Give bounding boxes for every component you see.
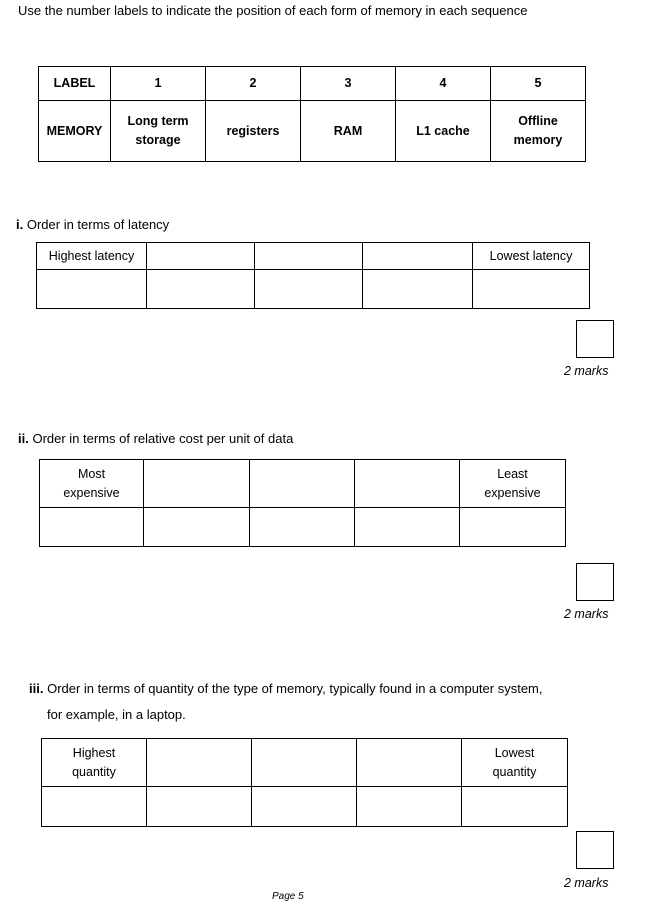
- quantity-answer-1[interactable]: [42, 787, 147, 827]
- cost-answer-2[interactable]: [144, 508, 250, 547]
- cost-last-label: Least expensive: [460, 460, 566, 508]
- latency-answer-2[interactable]: [147, 270, 255, 309]
- cost-header-cell-2: [144, 460, 250, 508]
- page-number: Page 5: [272, 891, 304, 902]
- quantity-first-label: Highest quantity: [42, 739, 147, 787]
- quantity-header-cell-4: [357, 739, 462, 787]
- quantity-last-label: Lowest quantity: [462, 739, 568, 787]
- quantity-answer-5[interactable]: [462, 787, 568, 827]
- question-1-text: Order in terms of latency: [26, 217, 170, 232]
- quantity-header-cell-2: [147, 739, 252, 787]
- question-3-title: [29, 681, 543, 696]
- quantity-answer-3[interactable]: [252, 787, 357, 827]
- question-2-number: ii.: [18, 431, 29, 446]
- latency-answer-3[interactable]: [255, 270, 363, 309]
- cost-order-table: [39, 459, 566, 547]
- quantity-answer-4[interactable]: [357, 787, 462, 827]
- latency-header-cell-4: [363, 243, 473, 270]
- label-header: LABEL: [39, 67, 111, 101]
- label-number-1: 1: [111, 67, 206, 101]
- memory-3: RAM: [301, 101, 396, 162]
- quantity-header-cell-3: [252, 739, 357, 787]
- cost-answer-5[interactable]: [460, 508, 566, 547]
- label-number-4: 4: [396, 67, 491, 101]
- latency-last-label: Lowest latency: [473, 243, 590, 270]
- memory-1: Long term storage: [111, 101, 206, 162]
- latency-header-cell-3: [255, 243, 363, 270]
- memory-4: L1 cache: [396, 101, 491, 162]
- question-1-marks: 2 marks: [564, 364, 609, 378]
- latency-answer-5[interactable]: [473, 270, 590, 309]
- question-1-title: [16, 217, 169, 232]
- instructions: Use the number labels to indicate the position of each form of memory in each sequence: [18, 3, 528, 18]
- cost-header-cell-4: [355, 460, 460, 508]
- label-number-5: 5: [491, 67, 586, 101]
- latency-answer-4[interactable]: [363, 270, 473, 309]
- question-3-text-line-2: for example, in a laptop.: [47, 707, 186, 722]
- question-2-text: Order in terms of relative cost per unit of data: [32, 431, 294, 446]
- latency-answer-1[interactable]: [37, 270, 147, 309]
- cost-header-cell-3: [250, 460, 355, 508]
- cost-answer-1[interactable]: [40, 508, 144, 547]
- question-1-number: i.: [16, 217, 24, 232]
- memory-label-table: [38, 66, 586, 162]
- question-2-title: [18, 431, 293, 446]
- memory-2: registers: [206, 101, 301, 162]
- question-1-mark-box[interactable]: [576, 320, 614, 358]
- question-2-marks: 2 marks: [564, 607, 609, 621]
- question-3-mark-box[interactable]: [576, 831, 614, 869]
- memory-header: MEMORY: [39, 101, 111, 162]
- latency-header-cell-2: [147, 243, 255, 270]
- cost-answer-3[interactable]: [250, 508, 355, 547]
- question-3-text: Order in terms of quantity of the type of memory, typically found in a computer system,: [47, 681, 543, 696]
- quantity-answer-2[interactable]: [147, 787, 252, 827]
- latency-first-label: Highest latency: [37, 243, 147, 270]
- quantity-order-table: [41, 738, 568, 827]
- label-number-3: 3: [301, 67, 396, 101]
- question-3-marks: 2 marks: [564, 876, 609, 890]
- cost-first-label: Most expensive: [40, 460, 144, 508]
- label-number-2: 2: [206, 67, 301, 101]
- memory-5: Offline memory: [491, 101, 586, 162]
- cost-answer-4[interactable]: [355, 508, 460, 547]
- question-3-number: iii.: [29, 681, 44, 696]
- latency-order-table: [36, 242, 590, 309]
- question-2-mark-box[interactable]: [576, 563, 614, 601]
